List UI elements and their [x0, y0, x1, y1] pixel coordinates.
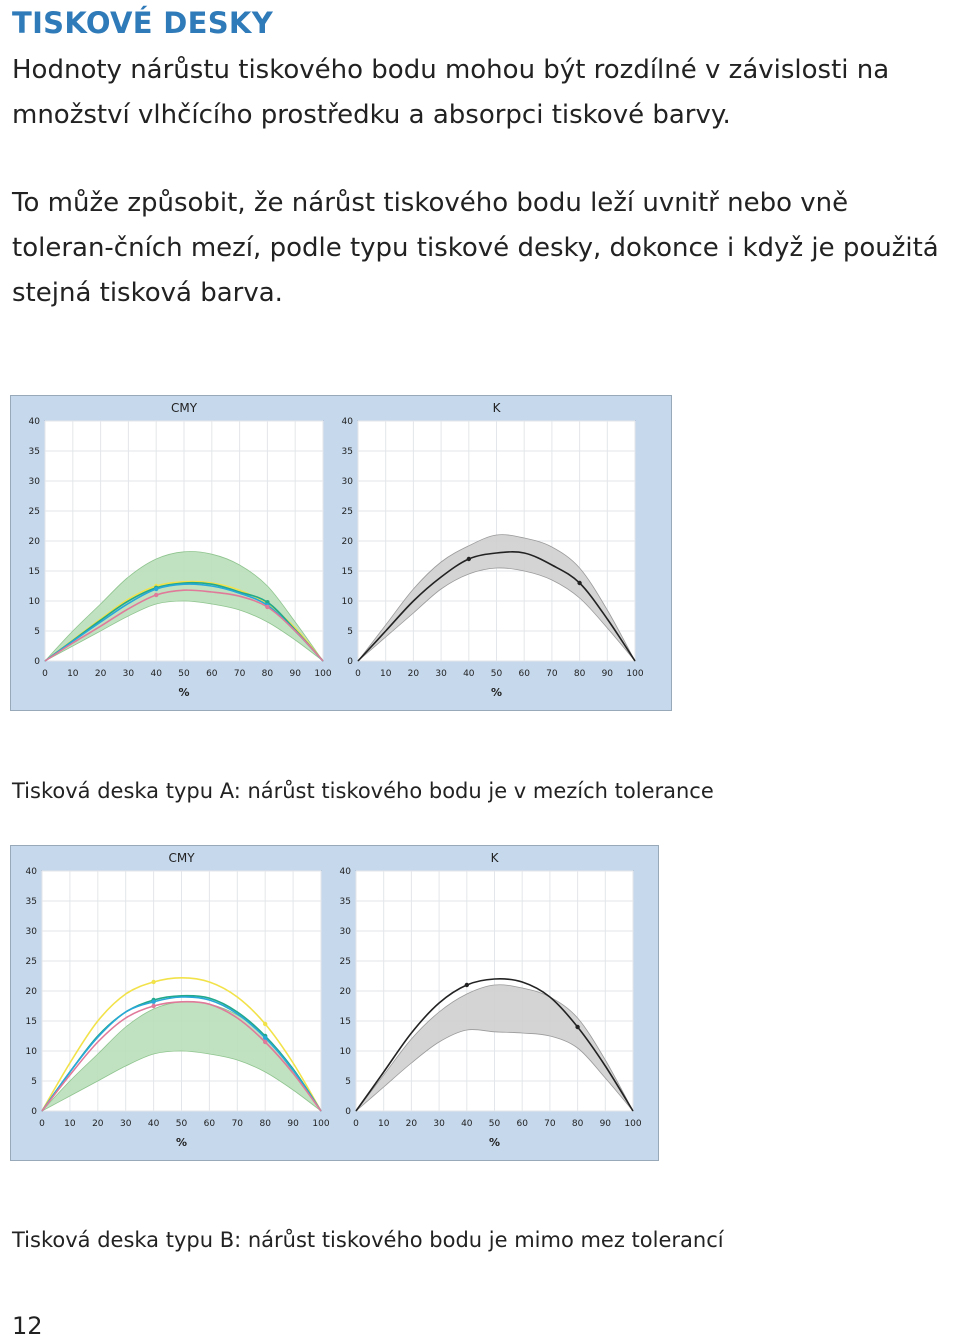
chart-title: CMY [168, 851, 195, 865]
x-axis-label: % [488, 1136, 501, 1149]
x-tick-label: 60 [518, 669, 530, 679]
x-tick-label: 20 [405, 1119, 418, 1129]
x-tick-label: 80 [571, 1119, 584, 1129]
x-tick-label: 30 [433, 1119, 445, 1129]
data-point-yellow [151, 980, 155, 984]
x-tick-label: 60 [206, 669, 218, 679]
intro-paragraph: Hodnoty nárůstu tiskového bodu mohou být rozdílné v závislosti na množství vlhčícího prostředku a absorpci tiskové barvy. [12, 55, 890, 130]
y-tick-label: 25 [339, 957, 351, 967]
chart-title: CMY [170, 401, 198, 415]
x-tick-label: 70 [544, 1119, 556, 1129]
y-tick-label: 5 [345, 1077, 351, 1087]
x-tick-label: 90 [287, 1119, 299, 1129]
x-tick-label: 60 [203, 1119, 216, 1129]
y-tick-label: 5 [347, 627, 353, 637]
x-tick-label: 100 [626, 669, 644, 679]
x-tick-label: 40 [147, 1119, 160, 1129]
y-tick-label: 25 [28, 507, 40, 517]
y-tick-label: 10 [341, 597, 353, 607]
data-point-magenta [265, 605, 269, 609]
x-axis-label: % [175, 1136, 188, 1149]
x-tick-label: 20 [407, 669, 420, 679]
chart-a-cmy [29, 401, 332, 699]
x-axis-label: % [178, 686, 190, 699]
y-tick-label: 0 [347, 657, 353, 667]
y-tick-label: 5 [31, 1077, 37, 1087]
x-tick-label: 70 [546, 669, 558, 679]
x-tick-label: 0 [353, 1119, 359, 1129]
y-tick-label: 15 [339, 1017, 351, 1027]
data-point-magenta [151, 1004, 155, 1008]
figure-plate-type-a [10, 395, 672, 711]
figure-a-caption: Tisková deska typu A: nárůst tiskového bodu je v mezích tolerance [12, 779, 714, 803]
y-tick-label: 5 [34, 627, 40, 637]
figure-plate-type-b [10, 845, 659, 1161]
x-tick-label: 40 [463, 669, 475, 679]
y-tick-label: 35 [28, 447, 40, 457]
figure-b-svg [11, 846, 658, 1160]
y-tick-label: 20 [28, 537, 40, 547]
y-tick-label: 20 [25, 987, 37, 997]
data-point-cyan [151, 1000, 155, 1004]
x-tick-label: 50 [175, 1119, 188, 1129]
y-tick-label: 10 [339, 1047, 351, 1057]
y-tick-label: 40 [28, 417, 40, 427]
y-tick-label: 25 [25, 957, 37, 967]
x-tick-label: 30 [122, 669, 135, 679]
y-tick-label: 15 [25, 1017, 37, 1027]
y-tick-label: 35 [339, 897, 351, 907]
y-tick-label: 0 [34, 657, 40, 667]
y-tick-label: 20 [341, 537, 353, 547]
chart-b-k [340, 851, 642, 1149]
x-tick-label: 50 [490, 669, 503, 679]
data-point-black [465, 983, 469, 987]
x-tick-label: 20 [92, 1119, 104, 1129]
x-tick-label: 70 [231, 1119, 244, 1129]
data-point-magenta [154, 593, 158, 597]
y-tick-label: 10 [28, 597, 40, 607]
x-tick-label: 100 [624, 1119, 642, 1129]
x-tick-label: 10 [377, 1119, 390, 1129]
y-tick-label: 30 [341, 477, 353, 487]
x-axis-label: % [490, 686, 503, 699]
data-point-black [577, 581, 581, 585]
data-point-cyan [154, 587, 158, 591]
x-tick-label: 30 [435, 669, 447, 679]
y-tick-label: 35 [25, 897, 37, 907]
x-tick-label: 60 [516, 1119, 528, 1129]
figure-b-caption: Tisková deska typu B: nárůst tiskového bodu je mimo mez tolerancí [12, 1228, 724, 1252]
x-tick-label: 20 [94, 669, 107, 679]
y-tick-label: 10 [25, 1047, 37, 1057]
figure-a-svg [11, 396, 671, 710]
x-tick-label: 100 [312, 1119, 330, 1129]
y-tick-label: 0 [345, 1107, 351, 1117]
data-point-yellow [263, 1022, 267, 1026]
explanation-paragraph: To může způsobit, že nárůst tiskového bodu leží uvnitř nebo vně toleran-čních mezí, podle typu tiskové desky, dokonce i když je použitá stejná tisková barva. [12, 188, 939, 308]
chart-b-cmy [26, 851, 330, 1149]
x-tick-label: 50 [178, 669, 190, 679]
y-tick-label: 20 [339, 987, 351, 997]
x-tick-label: 0 [39, 1119, 45, 1129]
x-tick-label: 80 [573, 669, 586, 679]
x-tick-label: 10 [67, 669, 79, 679]
x-tick-label: 80 [261, 669, 274, 679]
y-tick-label: 15 [341, 567, 353, 577]
chart-title: K [492, 401, 501, 415]
y-tick-label: 30 [339, 927, 351, 937]
page-number: 12 [12, 1312, 43, 1340]
y-tick-label: 15 [28, 567, 40, 577]
x-tick-label: 40 [150, 669, 162, 679]
x-tick-label: 100 [314, 669, 332, 679]
y-tick-label: 0 [31, 1107, 37, 1117]
page-heading: TISKOVÉ DESKY [12, 6, 273, 40]
data-point-black [467, 557, 471, 561]
data-point-cyan [263, 1036, 267, 1040]
x-tick-label: 90 [599, 1119, 612, 1129]
data-point-black [575, 1025, 579, 1029]
y-tick-label: 35 [341, 447, 353, 457]
x-tick-label: 50 [488, 1119, 501, 1129]
y-tick-label: 40 [25, 867, 37, 877]
y-tick-label: 40 [341, 417, 353, 427]
x-tick-label: 70 [233, 669, 246, 679]
x-tick-label: 90 [289, 669, 301, 679]
x-tick-label: 40 [461, 1119, 473, 1129]
x-tick-label: 10 [64, 1119, 76, 1129]
x-tick-label: 0 [42, 669, 48, 679]
chart-a-k [342, 401, 644, 699]
y-tick-label: 25 [341, 507, 353, 517]
y-tick-label: 40 [339, 867, 351, 877]
x-tick-label: 90 [601, 669, 614, 679]
x-tick-label: 0 [355, 669, 361, 679]
y-tick-label: 30 [28, 477, 40, 487]
x-tick-label: 80 [259, 1119, 271, 1129]
data-point-magenta [263, 1040, 267, 1044]
x-tick-label: 30 [119, 1119, 132, 1129]
x-tick-label: 10 [379, 669, 392, 679]
chart-title: K [490, 851, 499, 865]
y-tick-label: 30 [25, 927, 37, 937]
